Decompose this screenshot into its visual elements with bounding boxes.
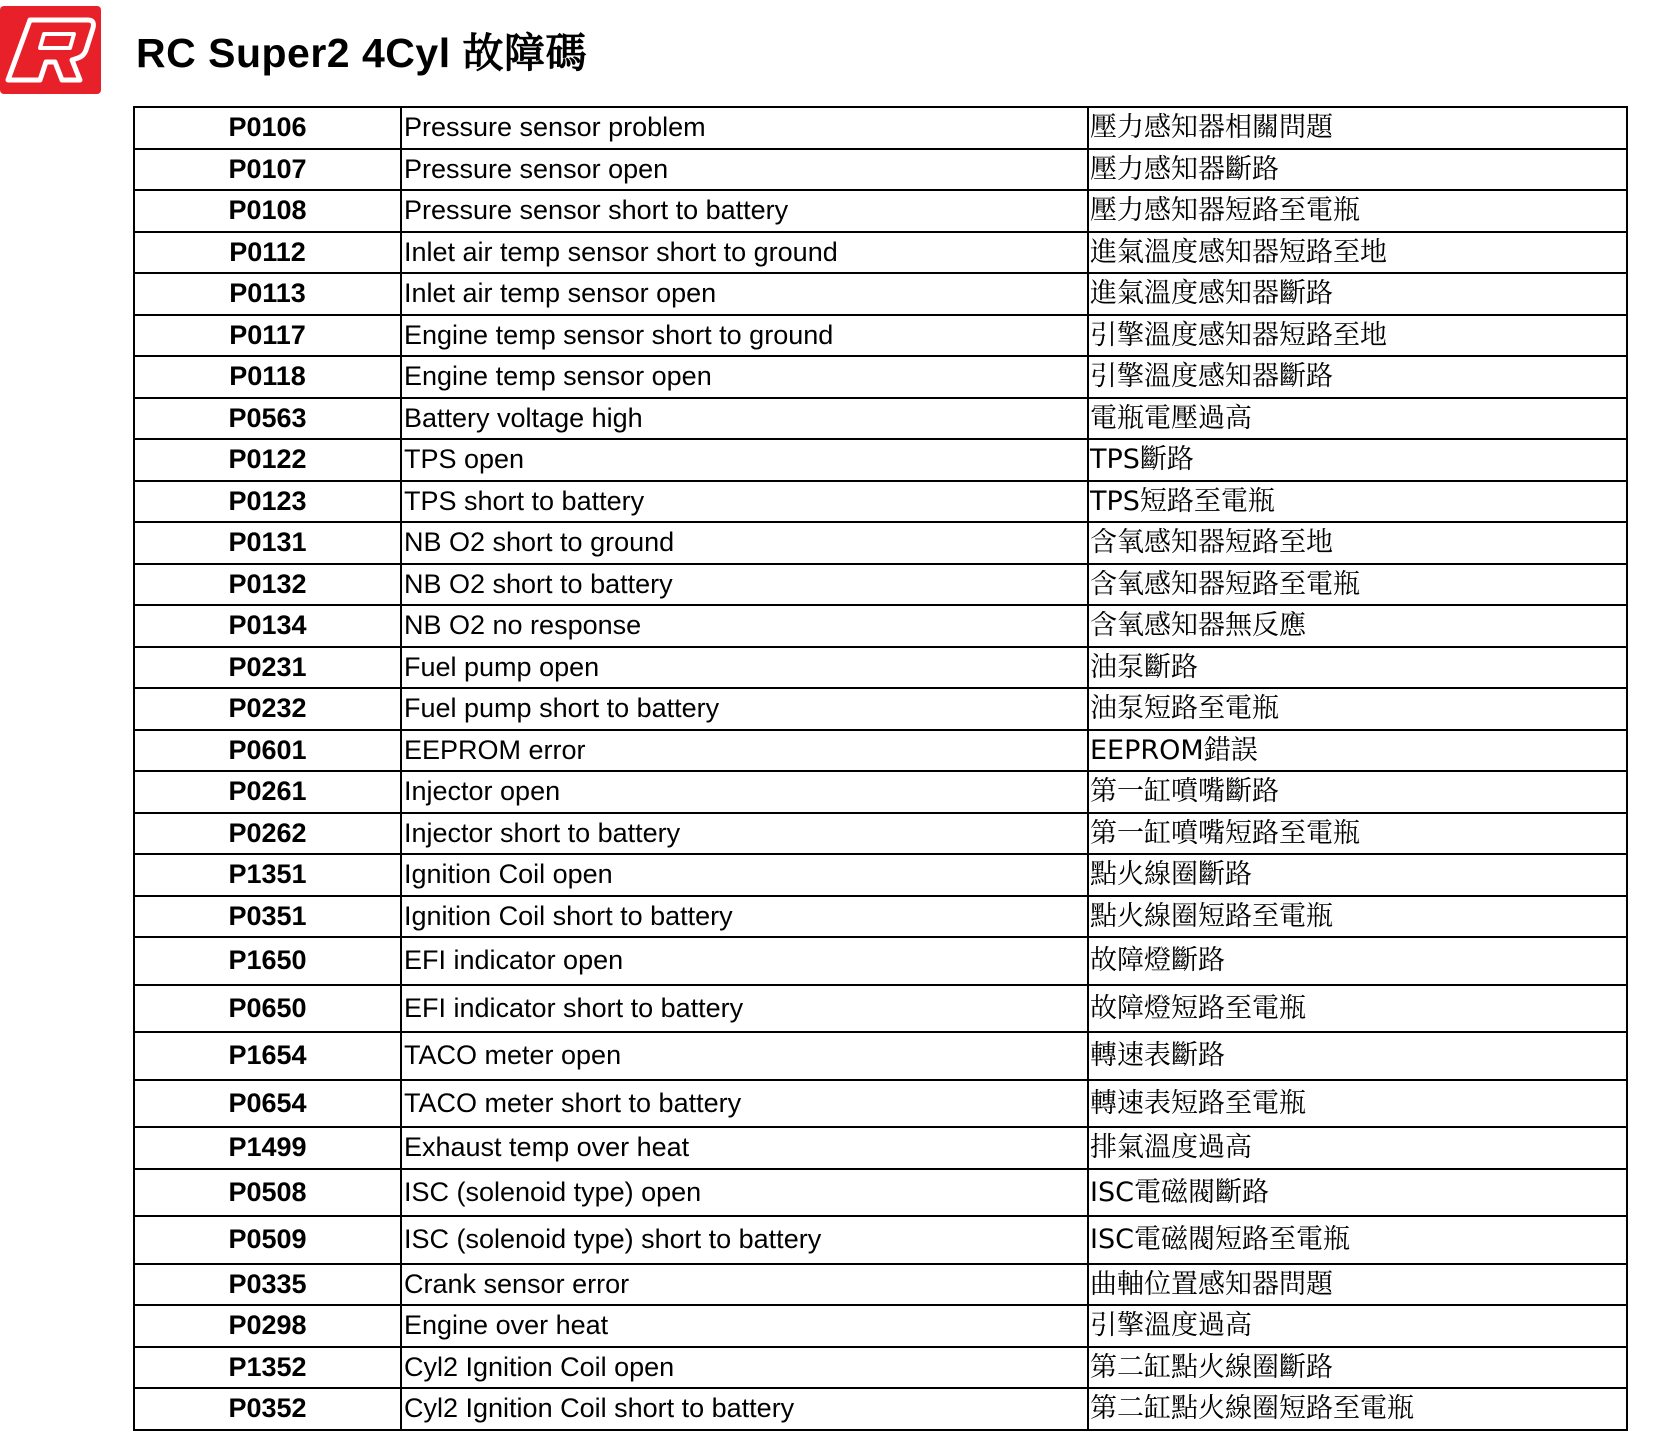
description-zh-cell: 第一缸噴嘴斷路: [1088, 771, 1627, 813]
description-en-cell: TPS short to battery: [401, 481, 1088, 523]
description-en-cell: Ignition Coil open: [401, 854, 1088, 896]
description-en-cell: Engine temp sensor open: [401, 356, 1088, 398]
description-en-cell: Inlet air temp sensor short to ground: [401, 232, 1088, 274]
code-cell: P0601: [134, 730, 401, 772]
code-cell: P0232: [134, 688, 401, 730]
description-zh-cell: 引擎溫度感知器短路至地: [1088, 315, 1627, 357]
fault-code-table: [133, 106, 1628, 1431]
description-zh-cell: 故障燈斷路: [1088, 937, 1627, 985]
description-en-cell: Injector open: [401, 771, 1088, 813]
description-zh-cell: 曲軸位置感知器問題: [1088, 1264, 1627, 1306]
description-en-cell: Battery voltage high: [401, 398, 1088, 440]
description-zh-cell: 電瓶電壓過高: [1088, 398, 1627, 440]
description-zh-cell: 進氣溫度感知器短路至地: [1088, 232, 1627, 274]
table-row: [134, 985, 1627, 1033]
code-cell: P1351: [134, 854, 401, 896]
description-zh-cell: 第二缸點火線圈短路至電瓶: [1088, 1388, 1627, 1430]
page-title: RC Super2 4Cyl 故障碼: [136, 30, 587, 76]
description-en-cell: EFI indicator short to battery: [401, 985, 1088, 1033]
table-row: [134, 273, 1627, 315]
description-zh-cell: 引擎溫度過高: [1088, 1305, 1627, 1347]
code-cell: P0122: [134, 439, 401, 481]
description-en-cell: ISC (solenoid type) short to battery: [401, 1216, 1088, 1264]
code-cell: P1650: [134, 937, 401, 985]
description-zh-cell: 點火線圈斷路: [1088, 854, 1627, 896]
description-zh-cell: 進氣溫度感知器斷路: [1088, 273, 1627, 315]
code-cell: P1654: [134, 1032, 401, 1080]
description-en-cell: TACO meter short to battery: [401, 1080, 1088, 1128]
code-cell: P0298: [134, 1305, 401, 1347]
table-row: [134, 605, 1627, 647]
code-cell: P0352: [134, 1388, 401, 1430]
description-en-cell: Pressure sensor open: [401, 149, 1088, 191]
description-zh-cell: 油泵斷路: [1088, 647, 1627, 689]
table-row: [134, 1347, 1627, 1389]
code-cell: P0563: [134, 398, 401, 440]
description-zh-cell: 油泵短路至電瓶: [1088, 688, 1627, 730]
description-en-cell: TPS open: [401, 439, 1088, 481]
table-row: [134, 481, 1627, 523]
table-row: [134, 1264, 1627, 1306]
table-row: [134, 1388, 1627, 1430]
code-cell: P0131: [134, 522, 401, 564]
code-cell: P0654: [134, 1080, 401, 1128]
description-zh-cell: ISC電磁閥斷路: [1088, 1169, 1627, 1217]
rc-logo-icon: [0, 6, 101, 94]
description-en-cell: Fuel pump open: [401, 647, 1088, 689]
table-row: [134, 647, 1627, 689]
description-zh-cell: 壓力感知器短路至電瓶: [1088, 190, 1627, 232]
table-row: [134, 398, 1627, 440]
description-zh-cell: TPS短路至電瓶: [1088, 481, 1627, 523]
code-cell: P0112: [134, 232, 401, 274]
table-row: [134, 688, 1627, 730]
description-en-cell: Injector short to battery: [401, 813, 1088, 855]
code-cell: P0508: [134, 1169, 401, 1217]
code-cell: P0335: [134, 1264, 401, 1306]
description-zh-cell: 引擎溫度感知器斷路: [1088, 356, 1627, 398]
description-zh-cell: 排氣溫度過高: [1088, 1127, 1627, 1169]
code-cell: P0231: [134, 647, 401, 689]
description-en-cell: Exhaust temp over heat: [401, 1127, 1088, 1169]
description-zh-cell: 壓力感知器相關問題: [1088, 107, 1627, 149]
description-en-cell: Crank sensor error: [401, 1264, 1088, 1306]
code-cell: P0107: [134, 149, 401, 191]
description-zh-cell: 含氧感知器無反應: [1088, 605, 1627, 647]
table-row: [134, 315, 1627, 357]
description-zh-cell: 含氧感知器短路至電瓶: [1088, 564, 1627, 606]
code-cell: P0351: [134, 896, 401, 938]
table-row: [134, 232, 1627, 274]
description-en-cell: Pressure sensor short to battery: [401, 190, 1088, 232]
description-en-cell: Inlet air temp sensor open: [401, 273, 1088, 315]
description-zh-cell: 點火線圈短路至電瓶: [1088, 896, 1627, 938]
table-row: [134, 107, 1627, 149]
description-zh-cell: 壓力感知器斷路: [1088, 149, 1627, 191]
description-zh-cell: ISC電磁閥短路至電瓶: [1088, 1216, 1627, 1264]
table-row: [134, 854, 1627, 896]
description-zh-cell: 故障燈短路至電瓶: [1088, 985, 1627, 1033]
description-zh-cell: 第一缸噴嘴短路至電瓶: [1088, 813, 1627, 855]
description-en-cell: Fuel pump short to battery: [401, 688, 1088, 730]
table-row: [134, 896, 1627, 938]
table-row: [134, 771, 1627, 813]
table-row: [134, 1216, 1627, 1264]
code-cell: P1499: [134, 1127, 401, 1169]
table-row: [134, 190, 1627, 232]
description-en-cell: Engine over heat: [401, 1305, 1088, 1347]
table-row: [134, 356, 1627, 398]
description-zh-cell: EEPROM錯誤: [1088, 730, 1627, 772]
description-zh-cell: 轉速表短路至電瓶: [1088, 1080, 1627, 1128]
description-zh-cell: 轉速表斷路: [1088, 1032, 1627, 1080]
description-en-cell: Cyl2 Ignition Coil short to battery: [401, 1388, 1088, 1430]
code-cell: P0117: [134, 315, 401, 357]
description-en-cell: Cyl2 Ignition Coil open: [401, 1347, 1088, 1389]
code-cell: P0123: [134, 481, 401, 523]
table-row: [134, 1080, 1627, 1128]
description-en-cell: NB O2 short to battery: [401, 564, 1088, 606]
description-en-cell: EEPROM error: [401, 730, 1088, 772]
code-cell: P0108: [134, 190, 401, 232]
table-row: [134, 730, 1627, 772]
code-cell: P0113: [134, 273, 401, 315]
table-row: [134, 937, 1627, 985]
table-row: [134, 439, 1627, 481]
code-cell: P0650: [134, 985, 401, 1033]
code-cell: P0118: [134, 356, 401, 398]
description-zh-cell: 第二缸點火線圈斷路: [1088, 1347, 1627, 1389]
table-row: [134, 522, 1627, 564]
table-row: [134, 564, 1627, 606]
description-en-cell: TACO meter open: [401, 1032, 1088, 1080]
table-row: [134, 1127, 1627, 1169]
description-en-cell: NB O2 no response: [401, 605, 1088, 647]
description-zh-cell: 含氧感知器短路至地: [1088, 522, 1627, 564]
table-row: [134, 1305, 1627, 1347]
description-en-cell: Ignition Coil short to battery: [401, 896, 1088, 938]
description-en-cell: Pressure sensor problem: [401, 107, 1088, 149]
description-en-cell: EFI indicator open: [401, 937, 1088, 985]
description-en-cell: NB O2 short to ground: [401, 522, 1088, 564]
table-row: [134, 1169, 1627, 1217]
code-cell: P0106: [134, 107, 401, 149]
table-row: [134, 813, 1627, 855]
table-row: [134, 1032, 1627, 1080]
code-cell: P0132: [134, 564, 401, 606]
code-cell: P0262: [134, 813, 401, 855]
description-en-cell: Engine temp sensor short to ground: [401, 315, 1088, 357]
code-cell: P0261: [134, 771, 401, 813]
description-zh-cell: TPS斷路: [1088, 439, 1627, 481]
code-cell: P0509: [134, 1216, 401, 1264]
code-cell: P0134: [134, 605, 401, 647]
table-row: [134, 149, 1627, 191]
code-cell: P1352: [134, 1347, 401, 1389]
description-en-cell: ISC (solenoid type) open: [401, 1169, 1088, 1217]
